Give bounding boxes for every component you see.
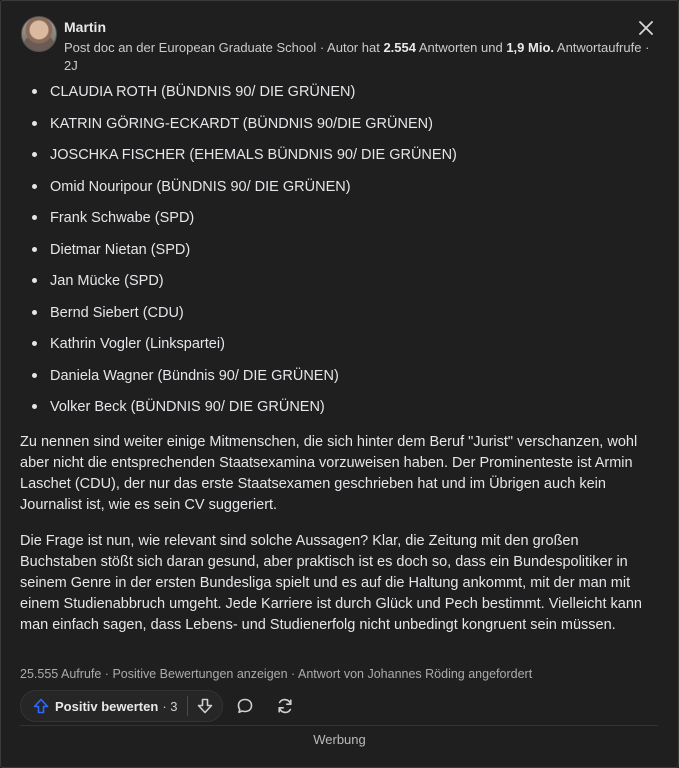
list-item: Volker Beck (BÜNDNIS 90/ DIE GRÜNEN): [50, 396, 457, 428]
politician-list: [20, 81, 457, 428]
vote-group: [20, 690, 223, 722]
views-count: 1,9 Mio.: [506, 40, 555, 55]
list-item: Omid Nouripour (BÜNDNIS 90/ DIE GRÜNEN): [50, 176, 457, 208]
comment-button[interactable]: [227, 690, 263, 722]
answers-count: 2.554: [383, 40, 416, 55]
upvote-label: Positiv bewerten: [55, 698, 159, 714]
upvote-button[interactable]: [21, 691, 187, 721]
upvote-count: · 3: [162, 698, 178, 714]
paragraph-relevance: Die Frage ist nun, wie relevant sind solche Aussagen? Klar, die Zeitung mit den großen Buchstaben stößt sich daran gesund, aber praktisch ist es doch so, dass ein Bundespolitiker in seinem Genre in der ersten Bundesliga spielt und es auf die Haltung ankommt, mit der man mit einem Studienabbruch umgeht. Jede Karriere ist durch Glück und Pech bestimmt. Vielleicht kann man einfach sagen, dass Lebens- und Studienerfolg nicht unbedingt kongruent sein müssen.: [20, 533, 642, 633]
stats-separator: ·: [287, 667, 298, 681]
stats-separator: ·: [101, 667, 113, 681]
answer-requested-text: Antwort von Johannes Röding angefordert: [297, 667, 533, 681]
list-item: Kathrin Vogler (Linkspartei): [50, 333, 457, 365]
answer-stats: [20, 667, 532, 681]
meta-mid: Antworten und: [415, 40, 507, 55]
ad-label: Werbung: [313, 732, 366, 747]
list-item: Bernd Siebert (CDU): [50, 302, 457, 334]
comment-icon: [236, 697, 254, 715]
list-item: Daniela Wagner (Bündnis 90/ DIE GRÜNEN): [50, 365, 457, 397]
avatar[interactable]: [21, 16, 57, 52]
close-button[interactable]: [634, 16, 658, 40]
share-button[interactable]: [267, 690, 303, 722]
list-item: Jan Mücke (SPD): [50, 270, 457, 302]
list-item: CLAUDIA ROTH (BÜNDNIS 90/ DIE GRÜNEN): [50, 81, 457, 113]
downvote-button[interactable]: [188, 691, 222, 721]
list-item: KATRIN GÖRING-ECKARDT (BÜNDNIS 90/DIE GRÜNEN): [50, 113, 457, 145]
meta-suffix: Antwortaufrufe · 2J: [64, 40, 650, 73]
arrow-down-icon: [197, 698, 213, 714]
author-name[interactable]: Martin: [64, 19, 106, 35]
list-item: JOSCHKA FISCHER (EHEMALS BÜNDNIS 90/ DIE GRÜNEN): [50, 144, 457, 176]
share-icon: [276, 697, 294, 715]
divider: [20, 725, 658, 726]
answer-header: [21, 16, 658, 76]
list-item: Frank Schwabe (SPD): [50, 207, 457, 239]
positive-ratings-link[interactable]: Positive Bewertungen anzeigen: [112, 667, 288, 681]
author-meta: [64, 39, 658, 75]
meta-prefix: Post doc an der European Graduate School · Autor hat: [64, 40, 384, 55]
arrow-up-icon: [33, 698, 49, 714]
paragraph-jurist: Zu nennen sind weiter einige Mitmenschen, die sich hinter dem Beruf "Jurist" verschanzen, wohl aber nicht die entsprechenden Staatsexamina vorzuweisen haben. Der Prominenteste ist Armin Laschet (CDU), der nur das erste Staatsexamen geschrieben hat und im Übrigen auch kein Journalist ist, wie es sein CV suggeriert.: [20, 434, 638, 513]
close-icon: [639, 21, 653, 35]
action-bar: [20, 690, 303, 722]
list-item: Dietmar Nietan (SPD): [50, 239, 457, 271]
views-text: 25.555 Aufrufe: [20, 667, 102, 681]
